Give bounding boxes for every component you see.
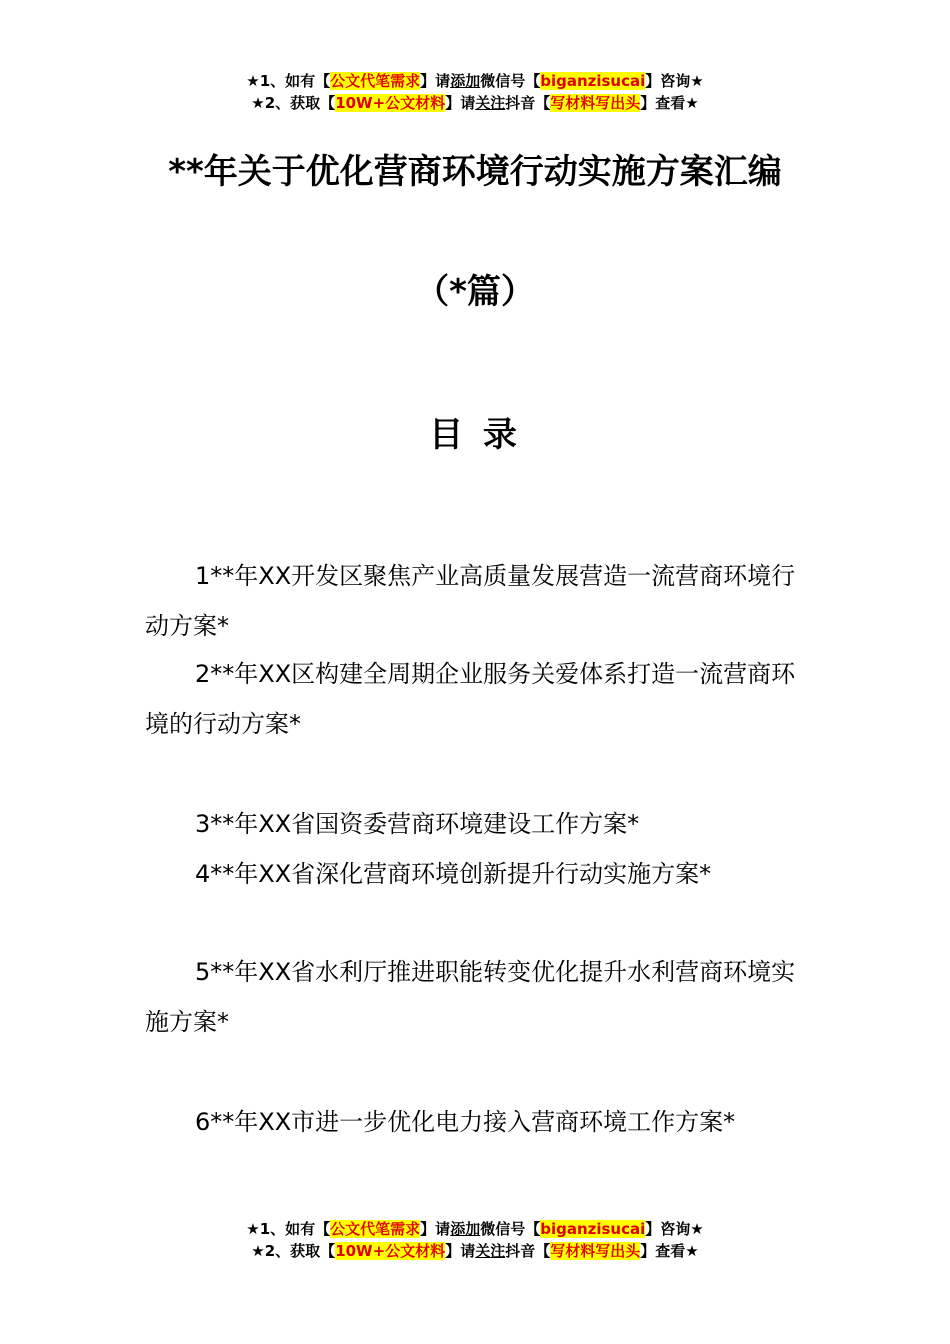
banner-highlight: 写材料写出头 (550, 1242, 641, 1260)
banner-highlight: 10W+公文材料 (335, 1242, 446, 1260)
banner-text: 】请 (420, 72, 451, 90)
banner-line-1 (0, 1218, 950, 1240)
banner-text: 】查看★ (640, 94, 699, 112)
toc-item: 3**年XX省国资委营商环境建设工作方案* (195, 810, 640, 838)
banner-text: ★1、如有【 (246, 72, 331, 90)
banner-line-1 (0, 70, 950, 92)
banner-emphasis: 关注 (475, 94, 506, 112)
banner-text: ★2、获取【 (251, 1242, 336, 1260)
banner-text: 微信号【 (480, 72, 541, 90)
banner-highlight: 公文代笔需求 (330, 1220, 421, 1238)
toc-item: 6**年XX市进一步优化电力接入营商环境工作方案* (195, 1108, 736, 1136)
banner-text: 抖音【 (505, 94, 551, 112)
document-subtitle: （*篇） (415, 272, 535, 312)
toc-item: 5**年XX省水利厅推进职能转变优化提升水利营商环境实施方案* (145, 958, 796, 1036)
toc-heading: 目 录 (429, 415, 521, 455)
banner-highlight: 写材料写出头 (550, 94, 641, 112)
banner-highlight: 10W+公文材料 (335, 94, 446, 112)
banner-text: 微信号【 (480, 1220, 541, 1238)
toc-item: 1**年XX开发区聚焦产业高质量发展营造一流营商环境行动方案* (145, 562, 796, 640)
banner-emphasis: 添加 (450, 72, 481, 90)
toc-item: 2**年XX区构建全周期企业服务关爱体系打造一流营商环境的行动方案* (145, 660, 796, 738)
banner-text: 】咨询★ (645, 72, 704, 90)
banner-text: 】请 (445, 94, 476, 112)
banner-emphasis: 关注 (475, 1242, 506, 1260)
top-banner (0, 70, 950, 114)
banner-text: 】请 (420, 1220, 451, 1238)
toc-item: 4**年XX省深化营商环境创新提升行动实施方案* (195, 860, 712, 888)
banner-emphasis: 添加 (450, 1220, 481, 1238)
banner-line-2 (0, 92, 950, 114)
banner-text: ★2、获取【 (251, 94, 336, 112)
banner-line-2 (0, 1240, 950, 1262)
banner-highlight: biganzisucai (540, 1220, 646, 1238)
document-title: **年关于优化营商环境行动实施方案汇编 (168, 152, 782, 192)
banner-text: 】咨询★ (645, 1220, 704, 1238)
banner-text: ★1、如有【 (246, 1220, 331, 1238)
banner-text: 】请 (445, 1242, 476, 1260)
banner-text: 抖音【 (505, 1242, 551, 1260)
bottom-banner (0, 1218, 950, 1262)
banner-highlight: 公文代笔需求 (330, 72, 421, 90)
banner-highlight: biganzisucai (540, 72, 646, 90)
banner-text: 】查看★ (640, 1242, 699, 1260)
